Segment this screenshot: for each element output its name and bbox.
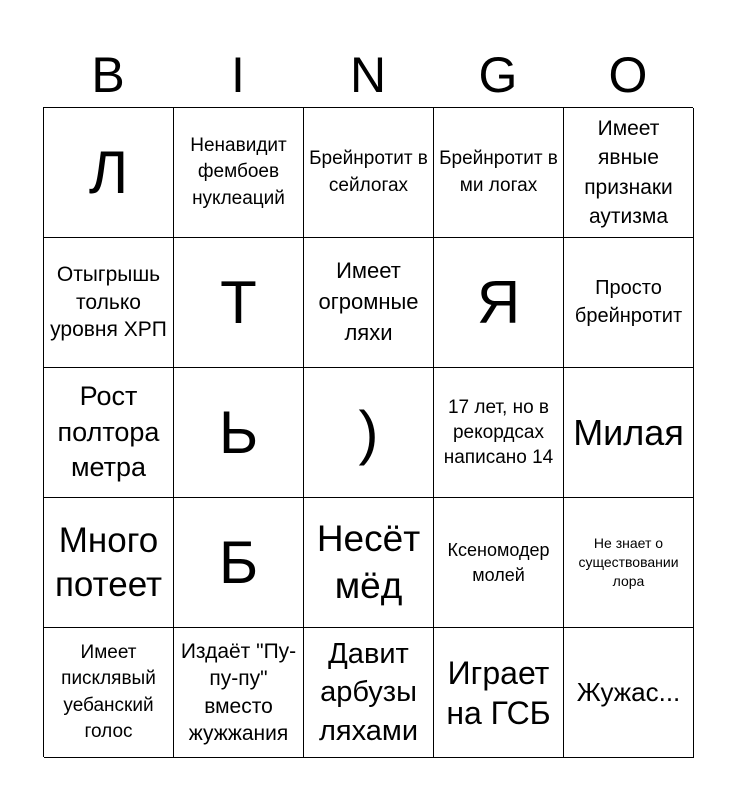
cell-text: Ксеномодер молей bbox=[447, 539, 550, 585]
cell-text: ) bbox=[358, 398, 379, 466]
cell-text: Несёт мёд bbox=[316, 518, 421, 606]
cell-text: Имеет явные признаки аутизма bbox=[584, 116, 673, 228]
header-letter-b: B bbox=[91, 47, 125, 103]
cell-text: Т bbox=[220, 268, 257, 336]
bingo-cell-r2c2[interactable] bbox=[174, 238, 304, 368]
cell-text: Имеет огромные ляхи bbox=[318, 258, 419, 345]
cell-text: Б bbox=[218, 528, 259, 596]
cell-text: Давит арбузы ляхами bbox=[318, 637, 419, 747]
bingo-cell-r3c5[interactable] bbox=[564, 368, 694, 498]
bingo-cell-r4c5[interactable] bbox=[564, 498, 694, 628]
cell-text: Милая bbox=[573, 412, 684, 453]
cell-text: Играет на ГСБ bbox=[446, 654, 551, 731]
cell-text: Не знает о существовании лора bbox=[578, 535, 679, 589]
bingo-cell-r4c3[interactable] bbox=[304, 498, 434, 628]
bingo-cell-r4c4[interactable] bbox=[434, 498, 564, 628]
bingo-cell-r3c4[interactable] bbox=[434, 368, 564, 498]
bingo-cell-r1c2[interactable] bbox=[174, 108, 304, 238]
header-letter-n: N bbox=[349, 47, 387, 103]
cell-text: Ь bbox=[218, 398, 259, 466]
bingo-board bbox=[43, 107, 693, 757]
bingo-cell-r3c2[interactable] bbox=[174, 368, 304, 498]
bingo-cell-r3c3[interactable] bbox=[304, 368, 434, 498]
cell-text: Просто брейнротит bbox=[574, 276, 683, 327]
bingo-header bbox=[43, 44, 693, 106]
bingo-cell-r2c4[interactable] bbox=[434, 238, 564, 368]
cell-text: Жужас... bbox=[576, 676, 681, 707]
bingo-cell-r5c2[interactable] bbox=[174, 628, 304, 758]
cell-text: Отыгрышь только уровня ХРП bbox=[50, 262, 167, 342]
bingo-cell-r2c5[interactable] bbox=[564, 238, 694, 368]
cell-text: Ненавидит фембоев нуклеаций bbox=[190, 135, 287, 209]
bingo-cell-r5c3[interactable] bbox=[304, 628, 434, 758]
cell-text: Издаёт "Пу-пу-пу" вместо жужжания bbox=[180, 639, 297, 745]
bingo-cell-r5c1[interactable] bbox=[44, 628, 174, 758]
bingo-cell-r1c1[interactable] bbox=[44, 108, 174, 238]
cell-text: Брейнротит в сейлогах bbox=[309, 148, 428, 196]
cell-text: Я bbox=[476, 268, 521, 336]
bingo-cell-r3c1[interactable] bbox=[44, 368, 174, 498]
cell-text: Брейнротит в ми логах bbox=[439, 148, 558, 196]
bingo-cell-r5c4[interactable] bbox=[434, 628, 564, 758]
cell-text: Имеет писклявый уебанский голос bbox=[61, 642, 156, 742]
bingo-cell-r1c5[interactable] bbox=[564, 108, 694, 238]
header-letter-g: G bbox=[478, 47, 518, 103]
header-letter-i: I bbox=[231, 47, 245, 103]
cell-text: Л bbox=[88, 138, 129, 206]
bingo-cell-r4c1[interactable] bbox=[44, 498, 174, 628]
bingo-cell-r4c2[interactable] bbox=[174, 498, 304, 628]
bingo-cell-r2c3[interactable] bbox=[304, 238, 434, 368]
bingo-cell-r1c3[interactable] bbox=[304, 108, 434, 238]
header-letter-o: O bbox=[608, 47, 648, 103]
cell-text: Рост полтора метра bbox=[57, 380, 160, 483]
cell-text: Много потеет bbox=[54, 520, 163, 604]
bingo-cell-r2c1[interactable] bbox=[44, 238, 174, 368]
bingo-cell-r1c4[interactable] bbox=[434, 108, 564, 238]
cell-text: 17 лет, но в рекордсах написано 14 bbox=[443, 396, 554, 469]
bingo-cell-r5c5[interactable] bbox=[564, 628, 694, 758]
